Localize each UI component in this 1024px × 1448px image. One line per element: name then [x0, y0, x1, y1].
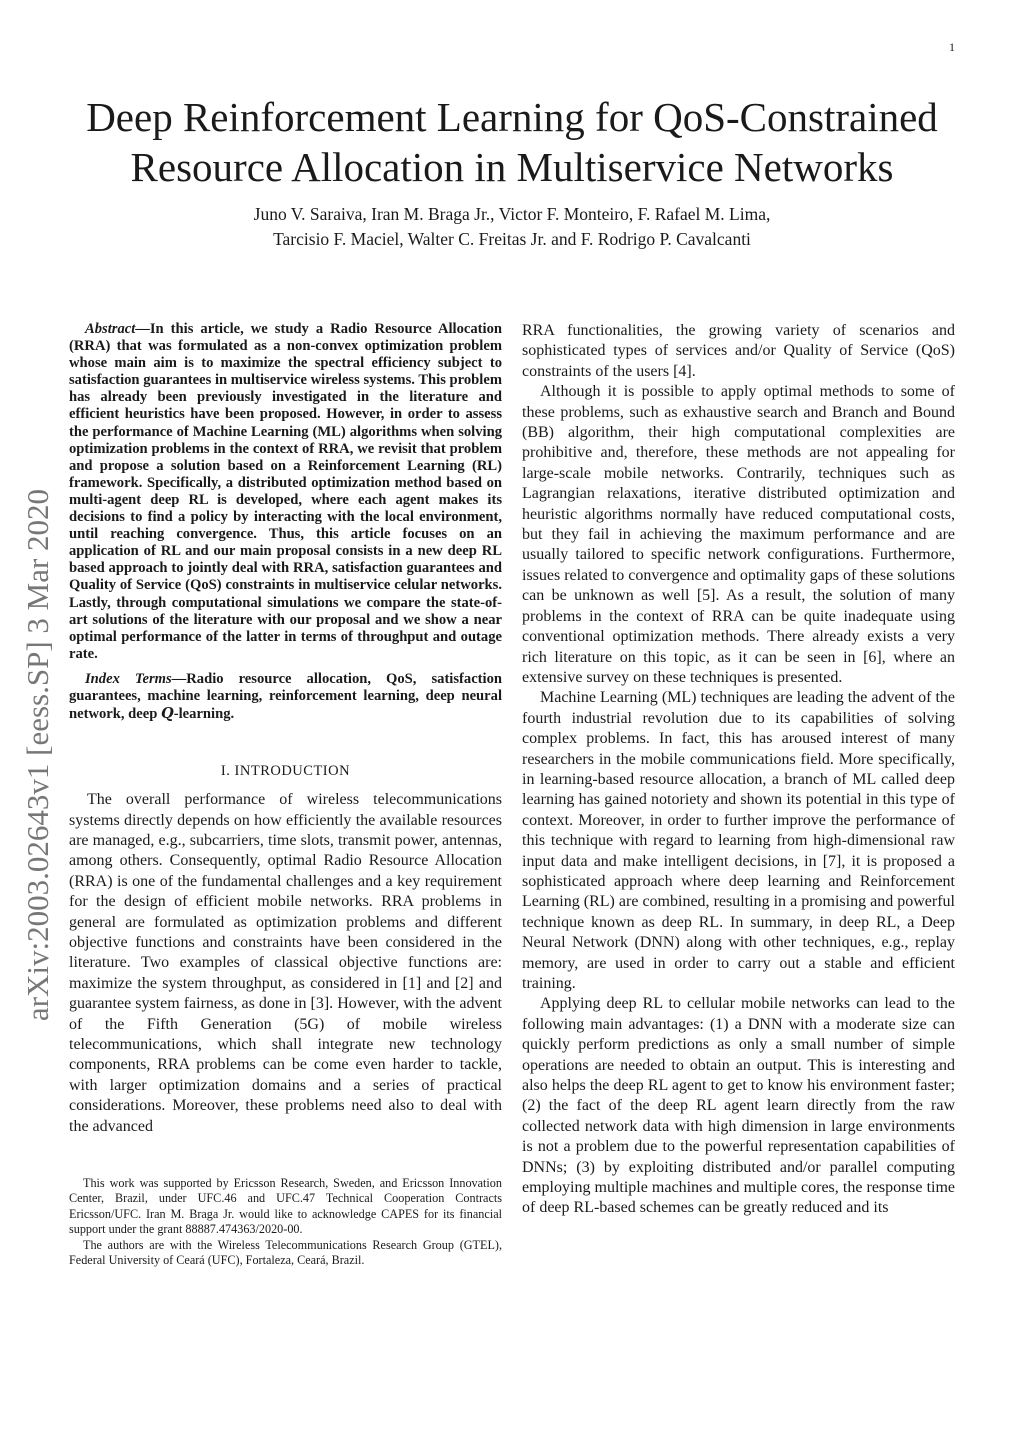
abstract-dash: —	[135, 321, 150, 337]
abstract-text: In this article, we study a Radio Resource Allocation (RRA) that was formulated as a non-convex optimization problem whose main aim is to maximize the spectral efficiency subject to satisfaction guarantees in multiservice wireless systems. This problem has already been previously investigated in the literature and efficient heuristics have been proposed. However, in order to assess the performance of Machine Learning (ML) algorithms when solving optimization problems in the context of RRA, we revisit that problem and propose a solution based on a Reinforcement Learning (RL) framework. Specifically, a distributed optimization method based on multi-agent deep RL is developed, where each agent makes its decisions to find a policy by interacting with the local environment, until reaching convergence. Thus, this article focuses on an application of RL and our main proposal consists in a new deep RL based approach to jointly deal with RRA, satisfaction guarantees and Quality of Service (QoS) constraints in multiservice celular networks. Lastly, through computational simulations we compare the state-of-art solutions of the literature with our proposal and we show a near optimal performance of the latter in terms of throughput and outage rate.	[69, 321, 502, 662]
title-line: Deep Reinforcement Learning for QoS-Constrained	[86, 94, 938, 140]
index-terms-text-end: -learning.	[173, 706, 235, 723]
page-number: 1	[949, 40, 955, 54]
section-heading	[69, 763, 502, 780]
index-terms-label: Index Terms	[85, 670, 172, 687]
q-symbol: Q	[161, 705, 174, 723]
index-terms-text: Radio resource allocation, QoS, satisfaction guarantees, machine learning, reinforcement learning, deep neural network, deep	[69, 670, 502, 723]
author-line: Tarcisio F. Maciel, Walter C. Freitas Jr. and F. Rodrigo P. Cavalcanti	[273, 229, 751, 249]
right-column	[522, 321, 955, 1219]
author-list	[40, 202, 984, 252]
body-paragraph: Although it is possible to apply optimal methods to some of these problems, such as exhaustive search and Branch and Bound (BB) algorithm, their high computational complexities are prohibitive and, therefore, these methods are not appealing for large-scale mobile networks. Contrarily, techniques such as Lagrangian relaxations, iterative distributed optimization and heuristic algorithms normally have reduced computational costs, but they fail in achieving the maximum performance and are usually tailored to specific network configurations. Furthermore, issues related to convergence and optimality gaps of these solutions can be unknown as well [5]. As a result, the solution of many problems in the context of RRA can be quite inadequate using conventional optimization methods. There already exists a very rich literature on this topic, as it can be seen in [6], where an extensive survey on these techniques is presented.	[522, 383, 955, 686]
body-paragraph: Machine Learning (ML) techniques are leading the advent of the fourth industrial revolution due to its capabilities of solving complex problems. In fact, this has aroused interest of many researchers in the mobile communications field. More specifically, in learning-based resource allocation, a branch of ML called deep learning has gained notoriety and shown its potential in this type of context. Moreover, in order to further improve the performance of this technique with regard to learning from high-dimensional raw input data and make intelligent decisions, in [7], it is proposed a sophisticated approach where deep learning and Reinforcement Learning (RL) are combined, resulting in a promising and powerful technique known as deep RL. In summary, in deep RL, a Deep Neural Network (DNN) along with other techniques, e.g., replay memory, are used in order to carry out a stable and efficient training.	[522, 689, 955, 992]
body-paragraph: RRA functionalities, the growing variety of scenarios and sophisticated types of services and/or Quality of Service (QoS) constraints of the users [4].	[522, 322, 955, 380]
index-terms-dash: —	[171, 670, 187, 687]
abstract	[69, 321, 502, 663]
body-paragraph: Applying deep RL to cellular mobile networks can lead to the following main advantages: (1) a DNN with a moderate size can quickly perform predictions as only a small number of simple operations are needed to obtain an output. This is interesting and also helps the deep RL agent to get to know his environment faster; (2) the fact of the deep RL agent learn directly from the raw collected network data with high dimension in large environments is not a problem due to the powerful representation capabilities of DNNs; (3) by exploiting distributed and/or parallel computing employing multiple machines and multiple cores, the response time of deep RL-based schemes can be greatly reduced and its	[522, 995, 955, 1217]
left-column	[69, 321, 502, 1137]
footnotes	[69, 1176, 502, 1268]
title-line: Resource Allocation in Multiservice Networks	[130, 144, 894, 190]
arxiv-stamp: arXiv:2003.02643v1 [eess.SP] 3 Mar 2020	[20, 488, 55, 1022]
body-paragraph: The overall performance of wireless telecommunications systems directly depends on how efficiently the available resources are managed, e.g., subcarriers, time slots, transmit power, antennas, among others. Consequently, optimal Radio Resource Allocation (RRA) is one of the fundamental challenges and a key requirement for the design of efficient mobile networks. RRA problems in general are formulated as optimization problems and different objective functions and constraints have been considered in the literature. Two examples of classical objective functions are: maximize the system throughput, as considered in [1] and [2] and guarantee system fairness, as done in [3]. However, with the advent of the Fifth Generation (5G) of mobile wireless telecommunications, which shall integrate new technology components, RRA problems can be come even harder to tackle, with larger optimization domains and a series of practical considerations. Moreover, these problems need also to deal with the advanced	[69, 791, 502, 1135]
author-line: Juno V. Saraiva, Iran M. Braga Jr., Victor F. Monteiro, F. Rafael M. Lima,	[253, 204, 771, 224]
section-number: I.	[220, 763, 231, 780]
footnote: The authors are with the Wireless Telecommunications Research Group (GTEL), Federal University of Ceará (UFC), Fortaleza, Ceará, Brazil.	[69, 1237, 502, 1268]
section-first-letter: I	[234, 763, 240, 780]
section-title-rest: NTRODUCTION	[239, 763, 351, 780]
abstract-label: Abstract	[85, 321, 136, 337]
paper-title	[40, 92, 984, 192]
index-terms	[69, 671, 502, 723]
footnote: This work was supported by Ericsson Research, Sweden, and Ericsson Innovation Center, Brazil, under UFC.46 and UFC.47 Technical Cooperation Contracts Ericsson/UFC. Iran M. Braga Jr. would like to acknowledge CAPES for its financial support under the grant 88887.474363/2020-00.	[69, 1176, 502, 1237]
